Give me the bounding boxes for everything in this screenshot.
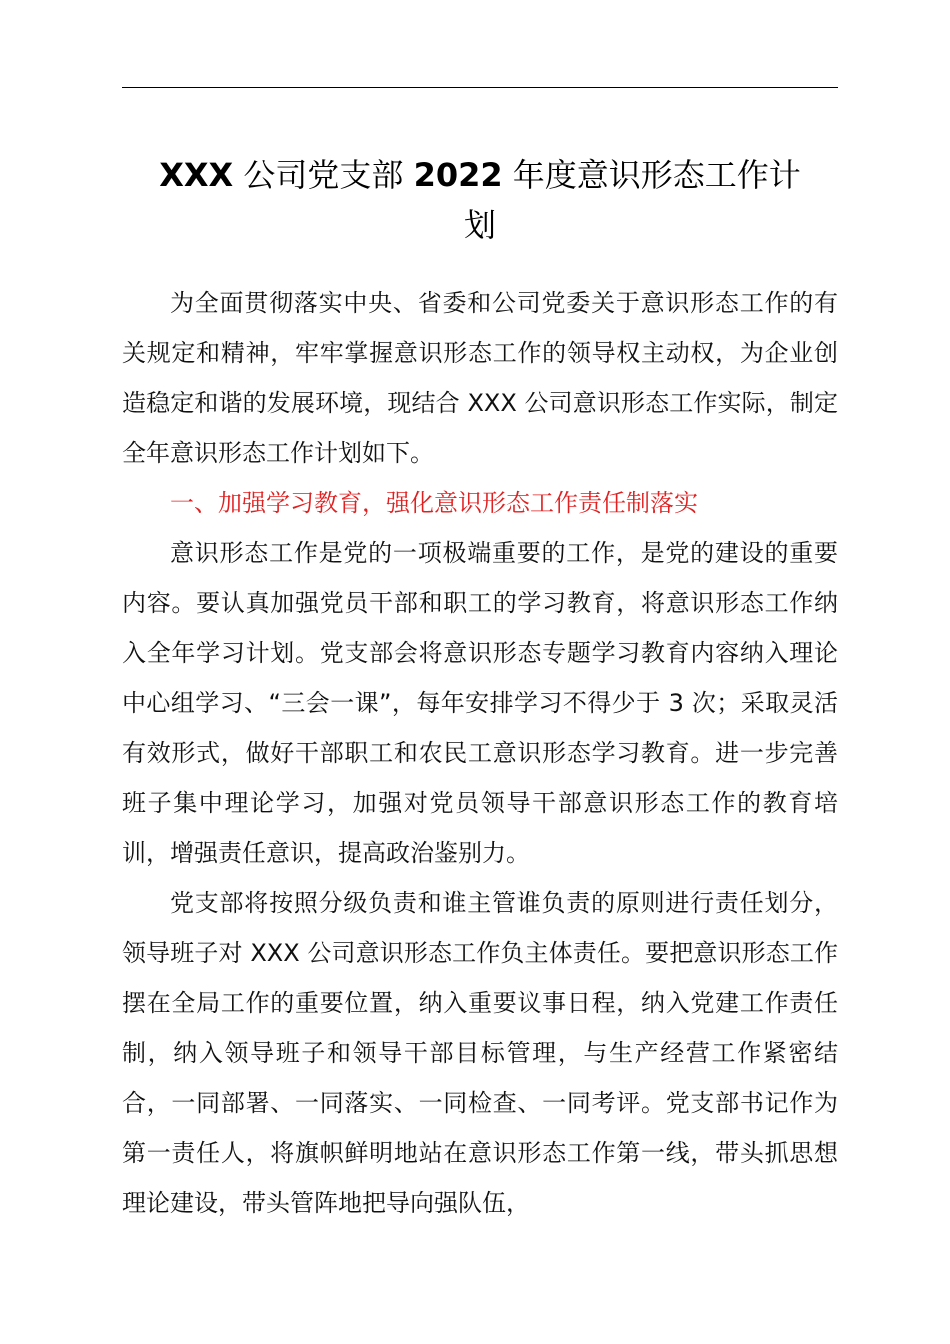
title-year: 2022	[413, 156, 503, 194]
section-1-paragraph-1: 意识形态工作是党的一项极端重要的工作，是党的建设的重要内容。要认真加强党员干部和职工的学习教育，将意识形态工作纳入全年学习计划。党支部会将意识形态专题学习教育内容纳入理论中心组学习、“三会一课”，每年安排学习不得少于 3 次；采取灵活有效形式，做好干部职工和农民工意识形态学习教育。进一步完善班子集中理论学习，加强对党员领导干部意识形态工作的教育培训，增强责任意识，提高政治鉴别力。	[122, 539, 838, 867]
title-mid-1: 公司党支部	[233, 156, 414, 194]
document-title	[122, 150, 838, 250]
document-body	[122, 278, 838, 1228]
title-line-2: 划	[463, 206, 496, 244]
intro-paragraph: 为全面贯彻落实中央、省委和公司党委关于意识形态工作的有关规定和精神，牢牢掌握意识形态工作的领导权主动权，为企业创造稳定和谐的发展环境，现结合 XXX 公司意识形态工作实际，制定全年意识形态工作计划如下。	[122, 289, 838, 467]
section-1-heading: 一、加强学习教育，强化意识形态工作责任制落实	[170, 489, 698, 517]
section-1-paragraph-2: 党支部将按照分级负责和谁主管谁负责的原则进行责任划分，领导班子对 XXX 公司意识形态工作负主体责任。要把意识形态工作摆在全局工作的重要位置，纳入重要议事日程，纳入党建工作责任制，纳入领导班子和领导干部目标管理，与生产经营工作紧密结合，一同部署、一同落实、一同检查、一同考评。党支部书记作为第一责任人，将旗帜鲜明地站在意识形态工作第一线，带头抓思想理论建设，带头管阵地把导向强队伍，	[122, 889, 838, 1217]
title-mid-2: 年度意识形态工作计	[502, 156, 801, 194]
title-prefix: XXX	[159, 156, 234, 194]
header-rule	[122, 87, 838, 88]
